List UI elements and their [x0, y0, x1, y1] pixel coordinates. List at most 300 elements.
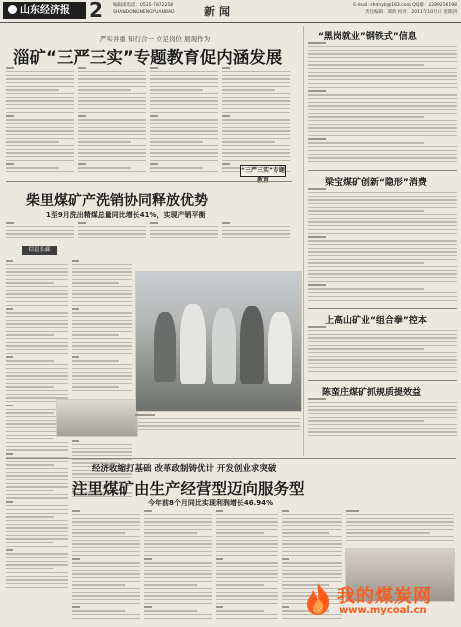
text-line	[282, 570, 342, 571]
text-line	[150, 226, 218, 227]
text-line	[6, 368, 68, 369]
text-line	[216, 532, 264, 533]
text-line	[222, 233, 290, 234]
text-line	[308, 371, 457, 372]
text-line	[222, 112, 290, 113]
text-line	[222, 123, 290, 124]
text-line	[308, 214, 457, 215]
text-line	[78, 237, 146, 238]
text-line	[6, 82, 74, 83]
text-line	[222, 82, 290, 83]
section-title: 新闻	[204, 5, 234, 18]
right-article-4	[308, 398, 457, 440]
text-line	[216, 525, 278, 526]
text-line	[346, 540, 454, 541]
text-line	[6, 364, 68, 365]
masthead-meta: 编辑部电话：0535-7872258 SHANDONGNENGYUANBAO	[113, 3, 175, 15]
text-line	[222, 163, 230, 165]
text-line	[308, 229, 457, 230]
text-line	[6, 163, 14, 165]
banner-column-3	[216, 510, 278, 622]
text-line	[216, 566, 278, 567]
text-line	[72, 334, 119, 335]
text-line	[72, 573, 140, 574]
text-line	[6, 345, 68, 346]
text-line	[144, 588, 212, 589]
right-headline-4: 陈蛮庄煤矿抓规质提效益	[322, 388, 422, 398]
text-line	[308, 113, 457, 114]
text-line	[72, 368, 132, 369]
text-line	[150, 123, 218, 124]
text-line	[72, 570, 140, 571]
text-line	[308, 296, 457, 297]
text-line	[144, 570, 212, 571]
photo-figure	[268, 312, 292, 384]
text-line	[308, 157, 457, 158]
text-line	[72, 592, 140, 593]
second-column-3	[150, 222, 218, 244]
text-line	[150, 163, 158, 165]
text-line	[6, 583, 68, 584]
small-photo	[56, 399, 138, 437]
text-line	[216, 618, 278, 619]
text-line	[6, 123, 74, 124]
text-line	[6, 513, 68, 514]
text-line	[216, 595, 278, 596]
text-line	[6, 67, 14, 69]
text-line	[150, 160, 218, 161]
text-line	[222, 127, 290, 128]
text-line	[72, 618, 140, 619]
text-line	[150, 134, 218, 135]
text-line	[6, 297, 68, 298]
text-line	[6, 138, 74, 139]
text-line	[135, 422, 300, 423]
text-line	[135, 418, 300, 419]
text-line	[282, 577, 342, 578]
text-line	[222, 119, 290, 120]
text-line	[72, 305, 132, 306]
text-line	[72, 353, 132, 354]
text-line	[308, 50, 457, 51]
text-line	[78, 115, 86, 117]
text-line	[222, 100, 290, 101]
text-line	[78, 67, 86, 69]
text-line	[308, 199, 457, 200]
text-line	[216, 599, 278, 600]
photo-figure	[212, 308, 236, 384]
text-line	[72, 444, 132, 445]
text-line	[72, 316, 132, 317]
text-line	[222, 67, 230, 69]
text-line	[72, 595, 140, 596]
text-line	[6, 237, 74, 238]
text-line	[6, 561, 68, 562]
text-line	[6, 141, 59, 142]
text-line	[308, 68, 457, 69]
text-line	[72, 364, 132, 365]
top-column-4	[222, 67, 290, 177]
text-line	[78, 123, 146, 124]
text-line	[72, 606, 80, 608]
text-line	[222, 93, 290, 94]
text-line	[72, 566, 140, 567]
text-line	[72, 320, 132, 321]
text-line	[6, 301, 68, 302]
text-line	[78, 119, 146, 120]
text-line	[308, 87, 457, 88]
text-line	[72, 448, 132, 449]
text-line	[144, 599, 212, 600]
text-line	[135, 414, 155, 416]
text-line	[72, 286, 132, 287]
text-line	[78, 78, 146, 79]
right-article-3	[308, 326, 457, 376]
text-line	[6, 331, 68, 332]
text-line	[308, 150, 457, 151]
text-line	[308, 367, 457, 368]
text-line	[6, 405, 13, 407]
photo-caption	[135, 414, 300, 434]
text-line	[150, 67, 158, 69]
text-line	[144, 529, 212, 530]
text-line	[6, 386, 54, 387]
text-line	[216, 536, 278, 537]
text-line	[308, 109, 457, 110]
text-line	[308, 90, 326, 92]
text-line	[6, 579, 68, 580]
text-line	[282, 529, 342, 530]
text-line	[144, 562, 212, 563]
text-line	[78, 160, 146, 161]
text-line	[308, 102, 457, 103]
text-line	[144, 540, 212, 541]
text-line	[6, 509, 68, 510]
text-line	[150, 233, 218, 234]
text-line	[216, 547, 278, 548]
text-line	[78, 152, 146, 153]
text-line	[78, 108, 146, 109]
text-line	[282, 518, 342, 519]
text-line	[78, 141, 131, 142]
text-line	[6, 438, 54, 439]
text-line	[150, 141, 203, 142]
text-line	[308, 203, 457, 204]
text-line	[6, 461, 68, 462]
text-line	[308, 341, 457, 342]
text-line	[72, 540, 140, 541]
text-line	[72, 360, 119, 361]
text-line	[6, 305, 68, 306]
text-line	[346, 521, 454, 522]
text-line	[78, 71, 146, 72]
text-line	[308, 244, 457, 245]
text-line	[308, 225, 457, 226]
text-line	[150, 71, 218, 72]
text-line	[6, 97, 74, 98]
text-line	[78, 156, 146, 157]
text-line	[72, 293, 132, 294]
text-line	[6, 78, 74, 79]
text-line	[308, 330, 457, 331]
text-line	[216, 614, 278, 615]
text-line	[72, 603, 140, 604]
text-line	[144, 577, 212, 578]
text-line	[78, 97, 146, 98]
text-line	[216, 570, 278, 571]
text-line	[6, 505, 68, 506]
text-line	[308, 42, 326, 44]
text-line	[6, 468, 68, 469]
divider	[308, 308, 457, 309]
divider	[6, 181, 292, 182]
text-line	[6, 93, 74, 94]
text-line	[282, 540, 342, 541]
text-line	[308, 345, 457, 346]
text-line	[6, 497, 68, 498]
text-line	[282, 573, 342, 574]
right-headline-2: 梁宝煤矿创新“隐形”消费	[325, 178, 427, 188]
text-line	[222, 134, 290, 135]
text-line	[216, 562, 278, 563]
photo-figure	[154, 312, 176, 382]
text-line	[308, 233, 457, 234]
text-line	[150, 138, 218, 139]
photo-figure	[240, 306, 264, 384]
text-line	[308, 435, 457, 436]
text-line	[78, 163, 86, 165]
text-line	[144, 543, 212, 544]
text-line	[72, 308, 79, 310]
text-line	[144, 536, 212, 537]
text-line	[6, 290, 68, 291]
text-line	[6, 494, 68, 495]
text-line	[78, 222, 86, 224]
text-line	[6, 222, 14, 224]
text-line	[144, 618, 212, 619]
text-line	[144, 525, 212, 526]
text-line	[346, 532, 430, 533]
text-line	[308, 188, 326, 190]
banner-column-2	[144, 510, 212, 622]
text-line	[135, 429, 300, 430]
text-line	[72, 282, 119, 283]
text-line	[72, 279, 132, 280]
text-line	[72, 386, 119, 387]
text-line	[72, 342, 132, 343]
text-line	[308, 79, 457, 80]
text-line	[6, 490, 54, 491]
text-line	[222, 115, 230, 117]
text-line	[222, 130, 290, 131]
text-line	[222, 160, 290, 161]
text-line	[150, 86, 218, 87]
text-line	[216, 588, 278, 589]
text-line	[135, 425, 300, 426]
text-line	[6, 312, 68, 313]
text-line	[308, 348, 424, 349]
text-line	[308, 131, 457, 132]
text-line	[144, 603, 212, 604]
text-line	[308, 270, 457, 271]
text-line	[222, 145, 290, 146]
text-line	[222, 78, 290, 79]
text-line	[216, 518, 278, 519]
text-line	[72, 390, 132, 391]
text-line	[6, 108, 74, 109]
text-line	[308, 161, 457, 162]
text-line	[308, 326, 326, 328]
text-line	[72, 555, 140, 556]
text-line	[216, 555, 278, 556]
text-line	[308, 210, 424, 211]
text-line	[308, 398, 326, 400]
text-line	[78, 82, 146, 83]
text-line	[78, 86, 146, 87]
text-line	[308, 262, 424, 263]
text-line	[308, 420, 424, 421]
text-line	[72, 521, 140, 522]
text-line	[308, 98, 457, 99]
text-line	[308, 120, 457, 121]
text-line	[72, 547, 140, 548]
text-line	[308, 363, 457, 364]
text-line	[72, 514, 140, 515]
text-line	[150, 145, 218, 146]
text-line	[6, 394, 68, 395]
text-line	[6, 104, 74, 105]
second-column-1	[6, 222, 74, 244]
text-line	[6, 383, 68, 384]
text-line	[308, 138, 326, 140]
text-line	[78, 171, 146, 172]
text-line	[72, 536, 140, 537]
text-line	[6, 587, 68, 588]
text-line	[144, 584, 197, 585]
text-line	[6, 334, 54, 335]
text-line	[308, 424, 457, 425]
text-line	[72, 551, 140, 552]
text-line	[144, 510, 152, 512]
text-line	[78, 145, 146, 146]
banner-column-5	[346, 510, 454, 544]
text-line	[150, 230, 218, 231]
text-line	[78, 89, 131, 90]
text-line	[72, 356, 79, 358]
second-subhead: 1至9月洗出精煤总量同比增长41%，实现产销平衡	[46, 211, 206, 219]
text-line	[6, 71, 74, 72]
text-line	[216, 551, 278, 552]
text-line	[6, 264, 68, 265]
text-line	[6, 134, 74, 135]
top-kicker: 严实并重 知行合一 立足岗位 展现作为	[99, 35, 211, 43]
text-line	[150, 97, 218, 98]
top-headline: 淄矿“三严三实”专题教育促内涵发展	[13, 48, 283, 67]
text-line	[6, 260, 13, 262]
text-line	[346, 529, 454, 530]
text-line	[72, 599, 140, 600]
text-line	[222, 222, 230, 224]
text-line	[308, 83, 457, 84]
text-line	[6, 342, 68, 343]
text-line	[308, 218, 457, 219]
text-line	[72, 327, 132, 328]
text-line	[72, 268, 132, 269]
text-line	[144, 547, 212, 548]
text-line	[222, 149, 290, 150]
text-line	[6, 327, 68, 328]
text-line	[216, 540, 278, 541]
text-line	[6, 145, 74, 146]
text-line	[6, 349, 68, 350]
right-article-2	[308, 188, 457, 304]
text-line	[308, 402, 457, 403]
text-line	[6, 353, 68, 354]
text-line	[72, 451, 132, 452]
text-line	[216, 603, 278, 604]
text-line	[72, 260, 79, 262]
text-line	[6, 412, 54, 413]
text-line	[6, 75, 74, 76]
text-line	[144, 614, 212, 615]
text-line	[6, 479, 68, 480]
text-line	[150, 237, 218, 238]
text-line	[6, 160, 74, 161]
text-line	[308, 57, 457, 58]
text-line	[150, 93, 218, 94]
text-line	[282, 562, 342, 563]
text-line	[6, 282, 54, 283]
text-line	[6, 501, 13, 503]
text-line	[6, 171, 74, 172]
text-line	[144, 610, 197, 611]
right-headline-1: “黑岗就业”钢铁式”信息	[318, 32, 417, 42]
text-line	[78, 230, 146, 231]
text-line	[308, 94, 457, 95]
text-line	[6, 527, 68, 528]
text-line	[308, 72, 457, 73]
text-line	[6, 293, 68, 294]
text-line	[6, 375, 68, 376]
second-column-4	[222, 222, 290, 244]
text-line	[144, 532, 197, 533]
text-line	[144, 521, 212, 522]
text-line	[6, 130, 74, 131]
text-line	[72, 264, 132, 265]
text-line	[150, 82, 218, 83]
text-line	[308, 236, 326, 238]
text-line	[308, 259, 457, 260]
text-line	[308, 53, 457, 54]
text-line	[150, 89, 203, 90]
text-line	[308, 413, 457, 414]
text-line	[308, 431, 457, 432]
text-line	[6, 112, 74, 113]
info-section-tag: 信息长廊	[22, 246, 57, 255]
text-line	[150, 222, 158, 224]
text-line	[6, 233, 74, 234]
text-line	[222, 141, 275, 142]
text-line	[72, 610, 125, 611]
text-line	[6, 516, 54, 517]
topic-box: “三严三实”专题	[240, 165, 286, 177]
text-line	[6, 323, 68, 324]
text-line	[282, 521, 342, 522]
text-line	[6, 390, 68, 391]
text-line	[6, 226, 74, 227]
text-line	[308, 196, 457, 197]
text-line	[150, 127, 218, 128]
